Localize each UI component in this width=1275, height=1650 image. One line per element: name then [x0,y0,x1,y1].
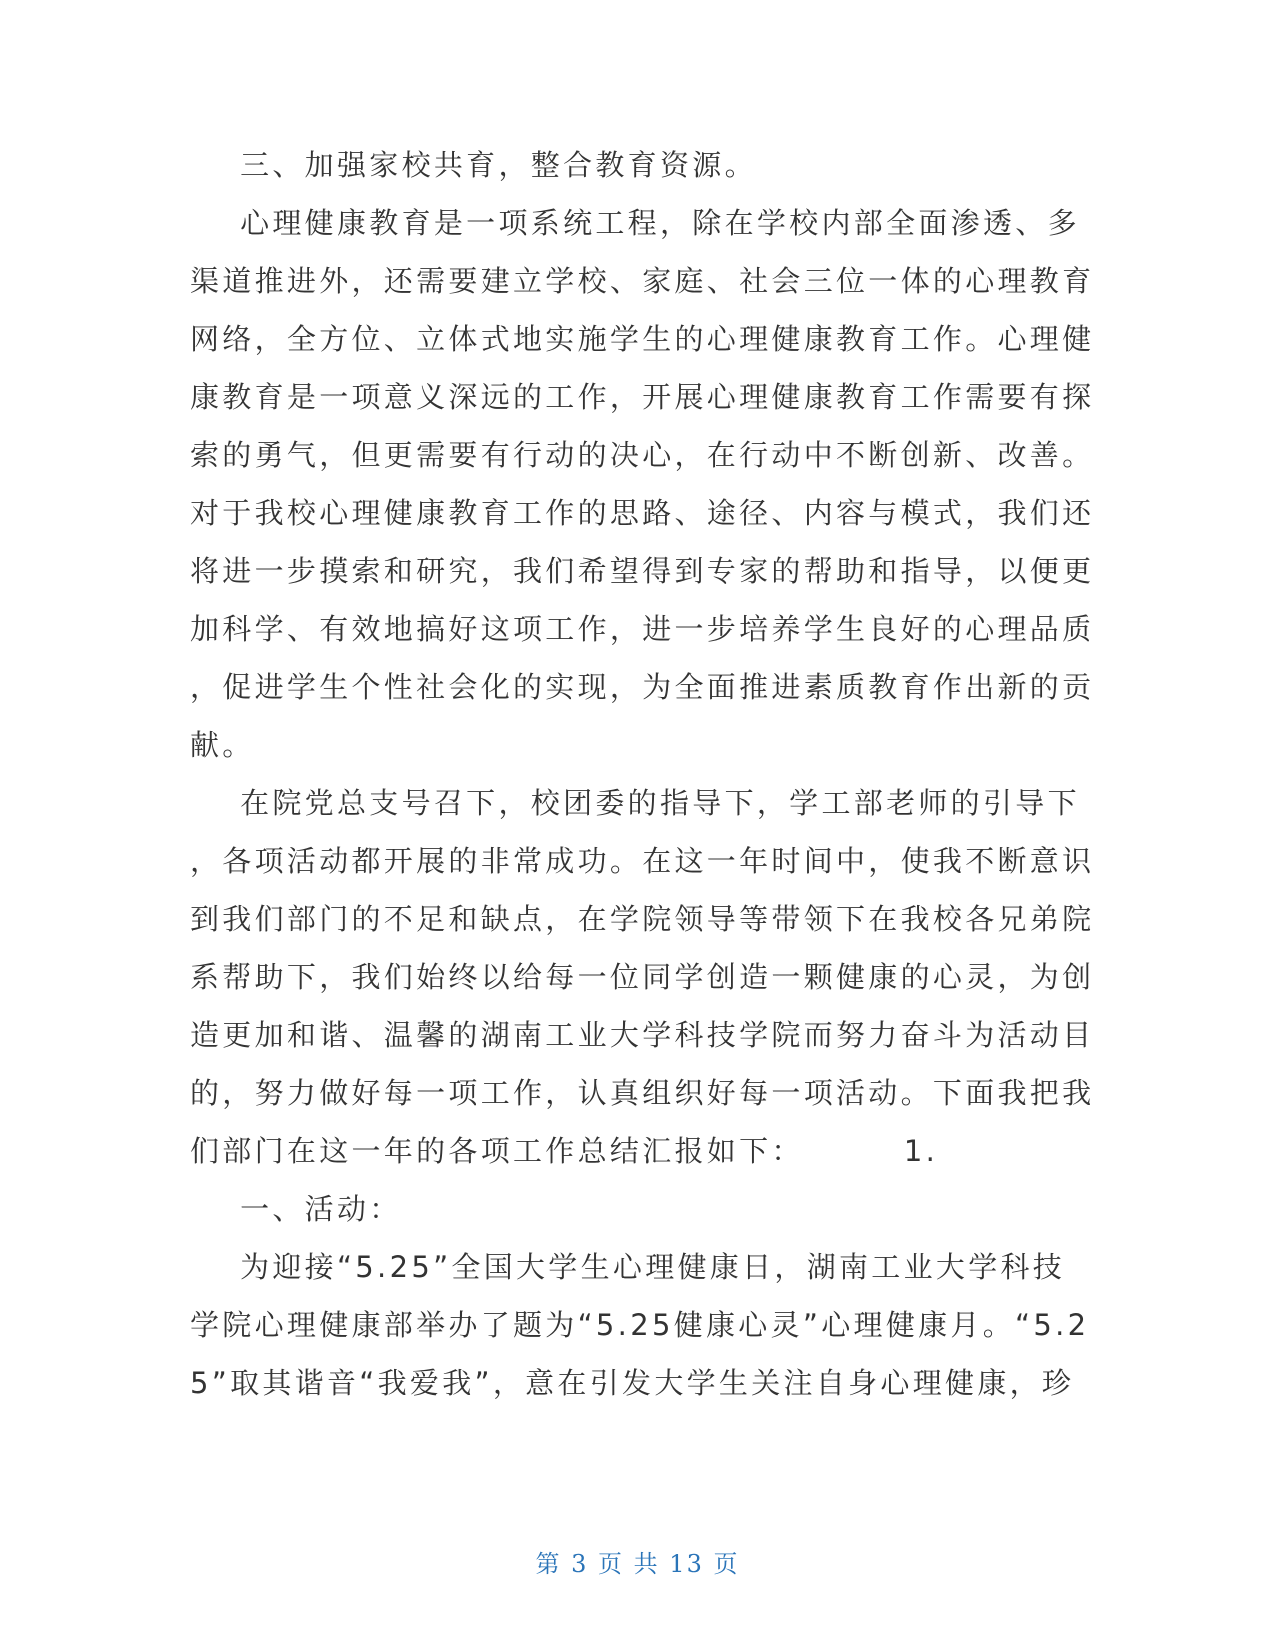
text-line: 渠道推进外，还需要建立学校、家庭、社会三位一体的心理教育 [190,264,1095,298]
text-line: 的，努力做好每一项工作，认真组织好每一项活动。下面我把我 [190,1076,1095,1110]
text-line: 造更加和谐、温馨的湖南工业大学科技学院而努力奋斗为活动目 [190,1018,1095,1052]
text-line: ，促进学生个性社会化的实现，为全面推进素质教育作出新的贡 [190,670,1095,704]
text-line: 三、加强家校共育，整合教育资源。 [190,148,757,182]
text-line: 们部门在这一年的各项工作总结汇报如下： 1. [190,1134,939,1168]
text-line: 献。 [190,728,255,762]
text-line: 网络，全方位、立体式地实施学生的心理健康教育工作。心理健 [190,322,1095,356]
text-line: ，各项活动都开展的非常成功。在这一年时间中，使我不断意识 [190,844,1095,878]
text-line: 一、活动： [190,1192,402,1226]
text-line: 学院心理健康部举办了题为“5.25健康心灵”心理健康月。“5.2 [190,1308,1090,1342]
text-line: 索的勇气，但更需要有行动的决心，在行动中不断创新、改善。 [190,438,1095,472]
text-line: 加科学、有效地搞好这项工作，进一步培养学生良好的心理品质 [190,612,1095,646]
text-line: 在院党总支号召下，校团委的指导下，学工部老师的引导下 [190,786,1080,820]
text-line: 到我们部门的不足和缺点，在学院领导等带领下在我校各兄弟院 [190,902,1095,936]
text-line: 心理健康教育是一项系统工程，除在学校内部全面渗透、多 [190,206,1080,240]
text-line: 5”取其谐音“我爱我”，意在引发大学生关注自身心理健康，珍 [190,1366,1075,1400]
text-line: 将进一步摸索和研究，我们希望得到专家的帮助和指导，以便更 [190,554,1095,588]
page-number-footer: 第 3 页 共 13 页 [535,1550,740,1578]
text-line: 康教育是一项意义深远的工作，开展心理健康教育工作需要有探 [190,380,1095,414]
text-line: 为迎接“5.25”全国大学生心理健康日，湖南工业大学科技 [190,1250,1066,1284]
text-line: 系帮助下，我们始终以给每一位同学创造一颗健康的心灵，为创 [190,960,1095,994]
text-line: 对于我校心理健康教育工作的思路、途径、内容与模式，我们还 [190,496,1095,530]
